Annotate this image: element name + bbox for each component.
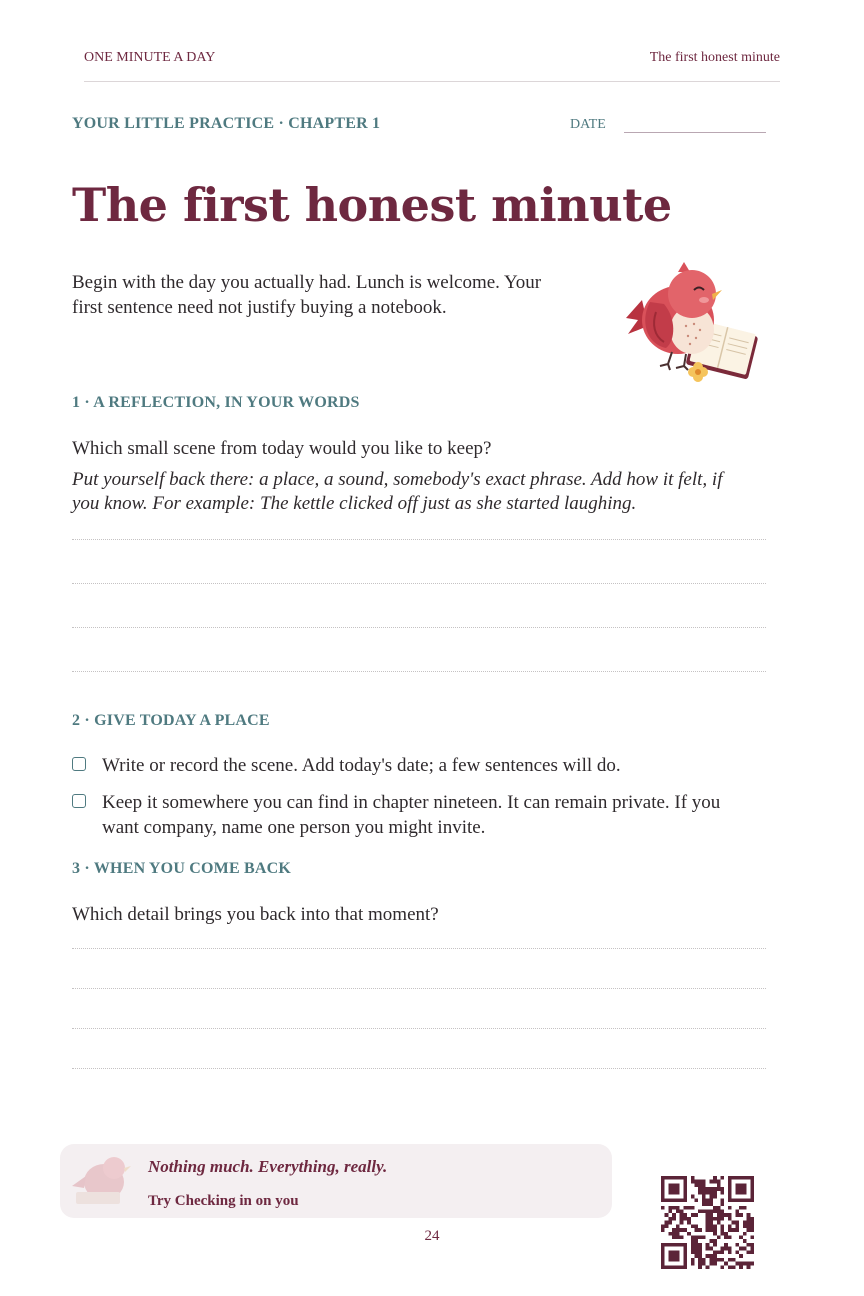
footer-card [60,1144,612,1218]
header-divider [84,81,780,82]
chapter-kicker: YOUR LITTLE PRACTICE · CHAPTER 1 [72,115,381,132]
footer-try-link[interactable]: Try Checking in on you [148,1193,299,1209]
answer-line[interactable] [72,539,766,540]
answer-line[interactable] [72,948,766,949]
qr-code[interactable] [661,1176,754,1269]
checklist-item-1-text: Write or record the scene. Add today's date; a few sentences will do. [102,755,621,776]
faded-bird-icon [68,1152,134,1208]
running-head-left: ONE MINUTE A DAY [84,50,216,65]
page-number: 24 [424,1228,440,1244]
section-1-hint-line-2: you know. For example: The kettle clicked off just as she started laughing. [72,493,637,514]
answer-line[interactable] [72,627,766,628]
answer-line[interactable] [72,1028,766,1029]
answer-line[interactable] [72,988,766,989]
footer-quote: Nothing much. Everything, really. [148,1157,388,1176]
answer-line[interactable] [72,671,766,672]
section-2-heading: 2 · GIVE TODAY A PLACE [72,712,270,729]
intro-line-2: first sentence need not justify buying a notebook. [72,297,447,318]
answer-line[interactable] [72,583,766,584]
intro-line-1: Begin with the day you actually had. Lunch is welcome. Your [72,272,542,293]
date-write-line[interactable] [624,132,766,133]
running-head-right: The first honest minute [649,50,780,65]
section-1-question: Which small scene from today would you like to keep? [72,438,492,459]
section-1-heading: 1 · A REFLECTION, IN YOUR WORDS [72,394,360,411]
page-title: The first honest minute [72,178,672,232]
section-3-heading: 3 · WHEN YOU COME BACK [72,860,292,877]
checkbox-item-1[interactable] [72,757,86,771]
checklist-item-2-line-1: Keep it somewhere you can find in chapter nineteen. It can remain private. If you [102,792,721,813]
date-label: DATE [570,117,606,132]
answer-line[interactable] [72,1068,766,1069]
bird-with-book-illustration [620,260,760,388]
checklist-item-2-line-2: want company, name one person you might invite. [102,817,486,838]
section-1-hint-line-1: Put yourself back there: a place, a sound, somebody's exact phrase. Add how it felt, if [72,469,723,490]
checkbox-item-2[interactable] [72,794,86,808]
section-3-question: Which detail brings you back into that moment? [72,904,439,925]
